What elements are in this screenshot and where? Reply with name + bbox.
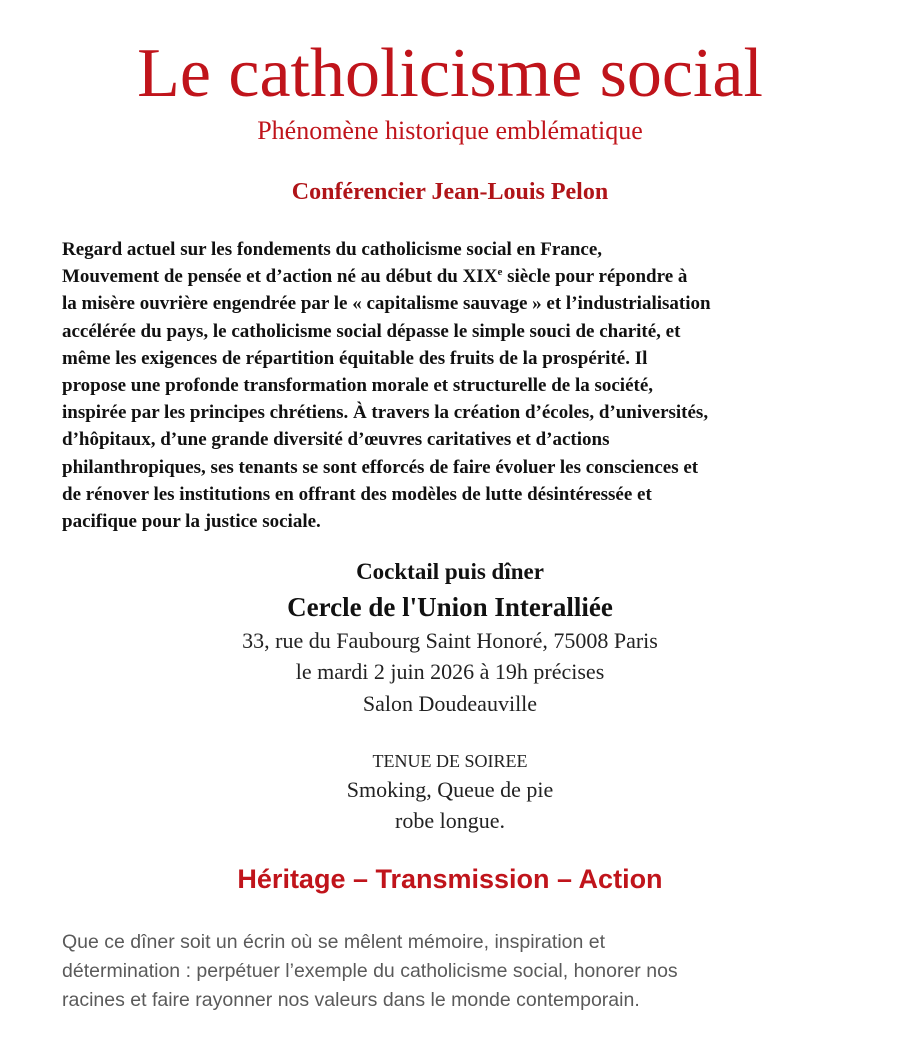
closing-line: Que ce dîner soit un écrin où se mêlent mémoire, inspiration et [62, 931, 606, 953]
intro-line: la misère ouvrière engendrée par le « capitalisme sauvage » et l’industrialisation [62, 293, 711, 315]
event-room: Salon Doudeauville [362, 691, 538, 716]
intro-line: Regard actuel sur les fondements du catholicisme social en France, [62, 239, 603, 260]
dress-code-line: robe longue. [395, 808, 505, 833]
intro-line: pacifique pour la justice sociale. [62, 511, 321, 533]
intro-line-start: Mouvement de pensée et d’action né au début du XIX [62, 266, 498, 288]
dress-code-line: Smoking, Queue de pie [346, 777, 554, 802]
venue-address: 33, rue du Faubourg Saint Honoré, 75008 Paris [242, 628, 658, 653]
closing-line: racines et faire rayonner nos valeurs dans le monde contemporain. [62, 989, 640, 1011]
closing-line: détermination : perpétuer l’exemple du catholicisme social, honorer nos [62, 960, 678, 982]
page-subtitle: Phénomène historique emblématique [257, 116, 643, 145]
intro-paragraph [62, 236, 852, 535]
venue-name: Cercle de l'Union Interalliée [287, 592, 613, 622]
intro-line: propose une profonde transformation morale et structurelle de la société, [62, 375, 654, 397]
closing-paragraph [62, 928, 862, 1015]
intro-line: d’hôpitaux, d’une grande diversité d’œuvres caritatives et d’actions [62, 429, 610, 451]
intro-line-end: siècle pour répondre à [502, 266, 688, 288]
intro-line: accélérée du pays, le catholicisme social dépasse le simple souci de charité, et [62, 320, 681, 342]
event-date: le mardi 2 juin 2026 à 19h précises [295, 659, 605, 684]
intro-line: philanthropiques, ses tenants se sont efforcés de faire évoluer les consciences et [62, 456, 699, 478]
motto: Héritage – Transmission – Action [237, 864, 663, 894]
intro-line: de rénover les institutions en offrant des modèles de lutte désintéressée et [62, 483, 652, 505]
century-superscript: e [497, 266, 503, 279]
intro-line [62, 263, 852, 290]
intro-line: inspirée par les principes chrétiens. À travers la création d’écoles, d’universités, [62, 402, 709, 424]
speaker-line: Conférencier Jean-Louis Pelon [291, 179, 609, 205]
dress-code-title: TENUE DE SOIREE [372, 751, 528, 771]
event-heading: Cocktail puis dîner [356, 559, 544, 584]
page-title: Le catholicisme social [137, 35, 763, 112]
intro-line: même les exigences de répartition équitable des fruits de la prospérité. Il [62, 347, 648, 369]
